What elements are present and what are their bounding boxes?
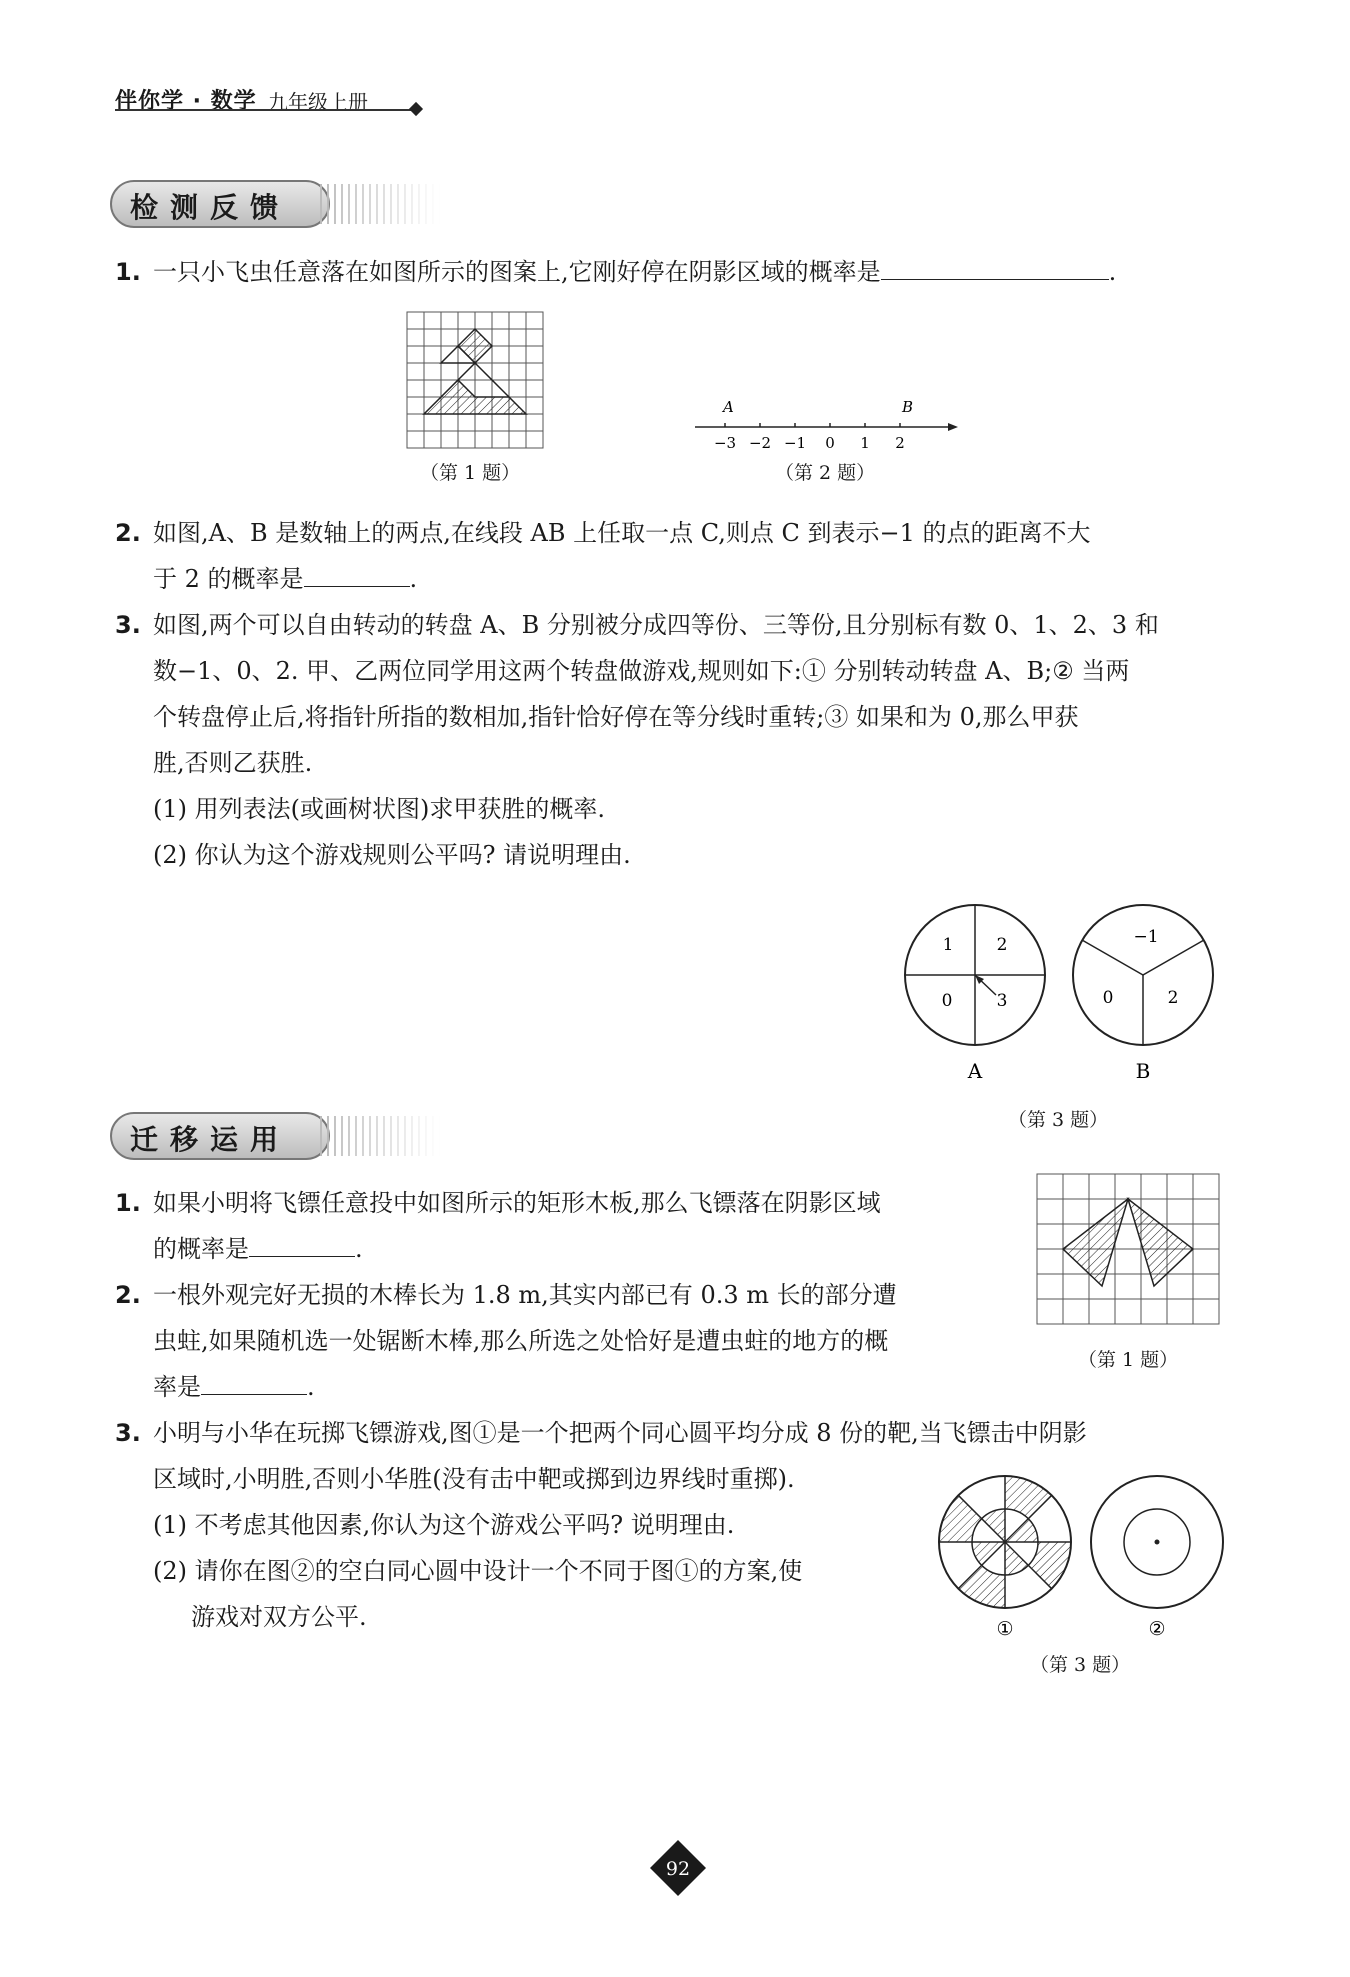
section-heading-feedback (110, 180, 450, 230)
s2-fig3-caption: （第 3 题） (1030, 1654, 1131, 1676)
tick-label: 2 (895, 434, 905, 452)
sub-question-1: (1) 不考虑其他因素,你认为这个游戏公平吗? 说明理由. (153, 1511, 735, 1539)
question-text: 如果小明将飞镖任意投中如图所示的矩形木板,那么飞镖落在阴影区域 (153, 1189, 881, 1217)
target-1 (938, 1475, 1072, 1641)
spinner-b-label: B (1135, 1059, 1151, 1083)
point-a-label: A (723, 398, 734, 416)
punct: . (409, 565, 418, 593)
page-number: 92 (665, 1858, 691, 1880)
s1-fig3-caption: （第 3 题） (1008, 1109, 1109, 1131)
question-text: 虫蛀,如果随机选一处锯断木棒,那么所选之处恰好是遭虫蛀的地方的概 (153, 1327, 889, 1355)
question-text: 的概率是 (153, 1235, 249, 1263)
spinner-a (900, 900, 1050, 1090)
question-text: 胜,否则乙获胜. (153, 749, 313, 777)
spinner-b (1068, 900, 1218, 1090)
punct: . (355, 1235, 363, 1263)
punct: . (1108, 258, 1117, 286)
question-number: 1. (115, 258, 141, 286)
target-2-label: ② (1148, 1618, 1166, 1640)
tick-label: −2 (748, 434, 772, 452)
question-text: 一只小飞虫任意落在如图所示的图案上,它刚好停在阴影区域的概率是 (153, 258, 881, 286)
s2-fig1-caption: （第 1 题） (1078, 1349, 1179, 1371)
question-text: 一根外观完好无损的木棒长为 1.8 m,其实内部已有 0.3 m 长的部分遭 (153, 1281, 897, 1309)
question-text: 如图,A、B 是数轴上的两点,在线段 AB 上任取一点 C,则点 C 到表示−1 的点的距离不大 (153, 519, 1091, 547)
point-b-label: B (902, 398, 914, 416)
answer-blank[interactable] (304, 556, 410, 587)
spinner-b-number: −1 (1133, 927, 1159, 947)
section-stripes (320, 1116, 440, 1156)
question-number: 2. (115, 1281, 141, 1309)
tick-label: −3 (713, 434, 737, 452)
section-stripes (320, 184, 440, 224)
section-title: 检测反馈 (130, 191, 291, 224)
question-text: 如图,两个可以自由转动的转盘 A、B 分别被分成四等份、三等份,且分别标有数 0、1、2、3 和 (153, 611, 1159, 639)
s1-fig2-caption: （第 2 题） (775, 462, 876, 484)
spinner-a-number: 1 (942, 935, 954, 955)
book-subtitle: 九年级上册 (268, 90, 368, 114)
s1-fig1-caption: （第 1 题） (420, 462, 521, 484)
s1-question-1 (115, 249, 1245, 295)
target-1-label: ① (996, 1618, 1014, 1640)
question-text: 数−1、0、2. 甲、乙两位同学用这两个转盘做游戏,规则如下:① 分别转动转盘 A、B;② 当两 (153, 657, 1130, 685)
sub-question-2: (2) 请你在图②的空白同心圆中设计一个不同于图①的方案,使 (153, 1557, 803, 1585)
question-number: 3. (115, 1419, 141, 1447)
sub-question-2-cont: 游戏对双方公平. (191, 1603, 367, 1631)
book-title: 伴你学 · 数学 (115, 89, 257, 114)
tick-label: −1 (783, 434, 807, 452)
sub-question-1: (1) 用列表法(或画树状图)求甲获胜的概率. (153, 795, 605, 823)
center-dot (1155, 1540, 1160, 1545)
spinner-b-number: 2 (1167, 988, 1179, 1008)
answer-blank[interactable] (201, 1364, 307, 1395)
spinner-b-number: 0 (1102, 988, 1114, 1008)
tick-label: 0 (825, 434, 835, 452)
spinner-a-number: 3 (996, 991, 1008, 1011)
tick-label: 1 (860, 434, 870, 452)
question-number: 3. (115, 611, 141, 639)
sub-question-2: (2) 你认为这个游戏规则公平吗? 请说明理由. (153, 841, 631, 869)
answer-blank[interactable] (881, 249, 1109, 280)
header-rule (115, 109, 415, 111)
s2-question-1 (115, 1180, 1035, 1272)
question-text: 率是 (153, 1373, 201, 1401)
spinner-a-number: 0 (941, 991, 953, 1011)
s2-question-2 (115, 1272, 1035, 1410)
spinner-a-label: A (967, 1059, 983, 1083)
answer-blank[interactable] (249, 1226, 355, 1257)
s1-fig1-grid (400, 305, 550, 455)
s2-question-3 (115, 1410, 1255, 1640)
question-number: 2. (115, 519, 141, 547)
question-text: 个转盘停止后,将指针所指的数相加,指针恰好停在等分线时重转;③ 如果和为 0,那么甲获 (153, 703, 1079, 731)
s1-question-3 (115, 602, 1255, 878)
s1-fig2-number-line (690, 395, 960, 455)
header-diamond-icon (409, 102, 423, 116)
target-2 (1090, 1475, 1224, 1641)
question-text: 小明与小华在玩掷飞镖游戏,图①是一个把两个同心圆平均分成 8 份的靶,当飞镖击中阴影 (153, 1419, 1087, 1447)
section-heading-application (110, 1112, 450, 1162)
question-number: 1. (115, 1189, 141, 1217)
section-title: 迁移运用 (130, 1123, 291, 1156)
s1-question-2 (115, 510, 1255, 602)
question-text: 区域时,小明胜,否则小华胜(没有击中靶或掷到边界线时重掷). (153, 1465, 795, 1493)
punct: . (307, 1373, 315, 1401)
s2-fig1-board (1033, 1170, 1225, 1332)
page-number-badge (648, 1838, 708, 1898)
question-text: 于 2 的概率是 (153, 565, 304, 593)
spinner-a-number: 2 (996, 935, 1008, 955)
